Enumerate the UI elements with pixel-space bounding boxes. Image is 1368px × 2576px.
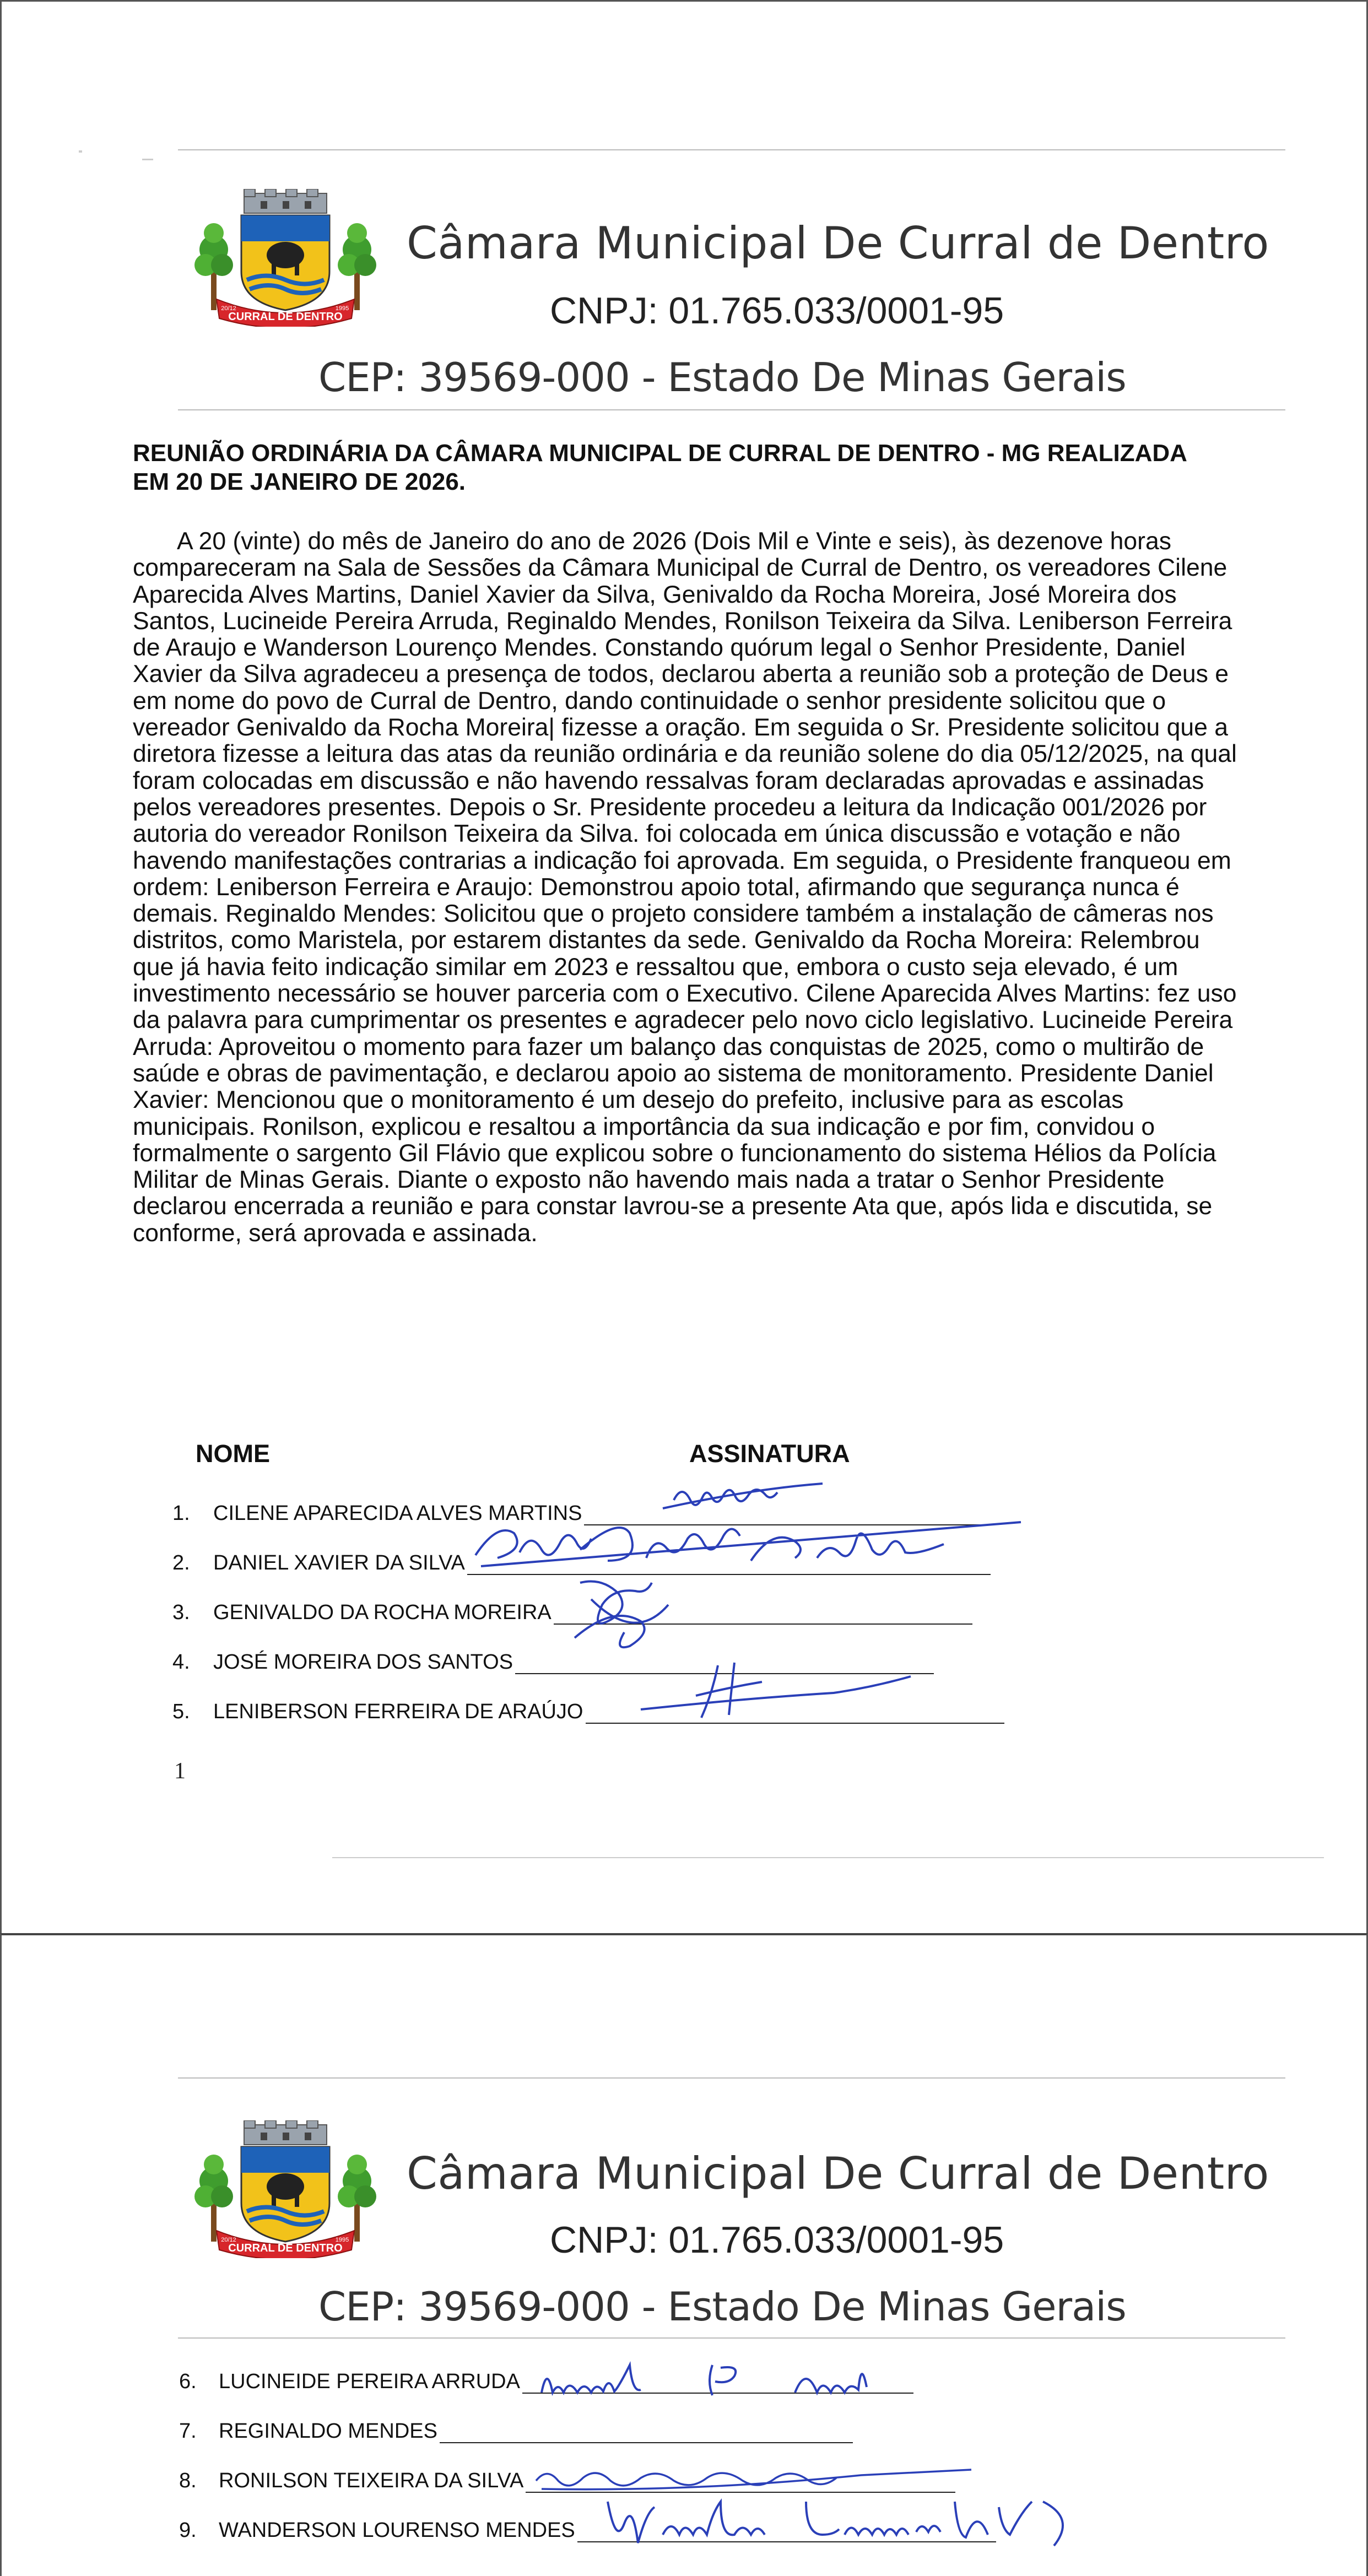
scan-speck (79, 150, 82, 153)
signature-row: 4. JOSÉ MOREIRA DOS SANTOS (172, 1641, 934, 1674)
member-name: GENIVALDO DA ROCHA MOREIRA (213, 1601, 551, 1624)
signature-row: 8. RONILSON TEIXEIRA DA SILVA (179, 2460, 955, 2493)
document-body: A 20 (vinte) do mês de Janeiro do ano de 2026 (Dois Mil e Vinte e seis), às dezenove horas compareceram na Sala de Sessões da Câmara Municipal de Curral de Dentro, os vereadores Cilene Aparecida Alves Martins, Daniel Xavier da Silva, Genivaldo da Rocha Moreira, José Moreira dos Santos, Lucineide Pereira Arruda, Reginaldo Mendes, Ronilson Teixeira da Silva. Leniberson Ferreira de Araujo e Wanderson Lourenço Mendes. Constando quórum legal o Senhor Presidente, Daniel Xavier da Silva agradeceu a presença de todos, declarou aberta a reunião sob a proteção de Deus e em nome do povo de Curral de Dentro, dando continuidade o senhor presidente solicitou que o vereador Genivaldo da Rocha Moreira| fizesse a oração. Em seguida o Sr. Presidente solicitou que a diretora fizesse a leitura das atas da reunião ordinária e da reunião solene do dia 05/12/2025, na qual foram colocadas em discussão e não havendo ressalvas foram declaradas aprovadas e assinadas pelos vereadores presentes. Depois o Sr. Presidente procedeu a leitura da Indicação 001/2026 por autoria do vereador Ronilson Teixeira da Silva. foi colocada em única discussão e votação e não havendo manifestações contrarias a indicação foi aprovada. Em seguida, o Presidente franqueou em ordem: Leniberson Ferreira e Araujo: Demonstrou apoio total, afirmando que segurança nunca é demais. Reginaldo Mendes: Solicitou que o projeto considere também a instalação de câmeras nos distritos, como Maristela, por estarem distantes da sede. Genivaldo da Rocha Moreira: Relembrou que já havia feito indicação similar em 2023 e ressaltou que, embora o custo seja elevado, é um investimento necessário se houver parceria com o Executivo. Cilene Aparecida Alves Martins: fez uso da palavra para cumprimentar os presentes e agradecer pelo novo ciclo legislativo. Lucineide Pereira Arruda: Aproveitou o momento para fazer um balanço das conquistas de 2025, como o multirão de saúde e obras de pavimentação, e declarou apoio ao sistema de monitoramento. Presidente Daniel Xavier: Mencionou que o monitoramento é um desejo do prefeito, inclusive para as escolas municipais. Ronilson, explicou e resaltou a importância da sua indicação e por fim, convidou o formalmente o sargento Gil Flávio que explicou sobre o funcionamento do sistema Hélios da Polícia Militar de Minas Gerais. Diante o exposto não havendo mais nada a tratar o Senhor Presidente declarou encerrada a reunião e para constar lavrou-se a presente Ata que, após lida e discutida, se conforme, será aprovada e assinada. (133, 528, 1237, 1247)
member-name: CILENE APARECIDA ALVES MARTINS (213, 1502, 582, 1525)
header-cep: CEP: 39569-000 - Estado De Minas Gerais (318, 354, 1126, 401)
svg-text:CURRAL DE DENTRO: CURRAL DE DENTRO (228, 311, 343, 323)
member-name: RONILSON TEIXEIRA DA SILVA (219, 2469, 524, 2492)
signature-row: 3. GENIVALDO DA ROCHA MOREIRA (172, 1592, 972, 1625)
column-header-signature: ASSINATURA (689, 1439, 850, 1468)
signature-leniberson (635, 1654, 922, 1726)
svg-text:1995: 1995 (335, 2237, 349, 2243)
signature-wanderson (602, 2491, 1120, 2557)
header-top-rule (178, 149, 1285, 150)
crown-icon (244, 2120, 327, 2145)
signature-daniel (464, 1511, 1032, 1572)
signature-line (440, 2421, 853, 2443)
svg-text:20/12: 20/12 (221, 2237, 236, 2243)
column-header-name: NOME (196, 1439, 270, 1468)
signature-row: 5. LENIBERSON FERREIRA DE ARAÚJO (172, 1691, 1004, 1724)
header-cnpj: CNPJ: 01.765.033/0001-95 (550, 290, 1004, 332)
member-name: JOSÉ MOREIRA DOS SANTOS (213, 1650, 513, 1674)
header-cnpj: CNPJ: 01.765.033/0001-95 (550, 2219, 1004, 2261)
signature-row: 7. REGINALDO MENDES (179, 2410, 853, 2443)
signature-row: 6. LUCINEIDE PEREIRA ARRUDA (179, 2361, 913, 2394)
tree-left-icon (194, 223, 233, 310)
scan-speck (142, 159, 153, 160)
tree-left-icon (194, 2155, 233, 2242)
signature-genivaldo (558, 1572, 701, 1654)
document-title: REUNIÃO ORDINÁRIA DA CÂMARA MUNICIPAL DE CURRAL DE DENTRO - MG REALIZADA EM 20 DE JANEIRO DE 2026. (133, 440, 1187, 495)
member-name: LENIBERSON FERREIRA DE ARAÚJO (213, 1700, 583, 1723)
document-page-2 (0, 1933, 1368, 2576)
header-cep: CEP: 39569-000 - Estado De Minas Gerais (318, 2283, 1126, 2330)
member-name: DANIEL XAVIER DA SILVA (213, 1551, 465, 1574)
header-bottom-rule (178, 2337, 1285, 2339)
header-bottom-rule (178, 409, 1285, 410)
tree-right-icon (335, 223, 376, 312)
municipal-coat-of-arms-logo (194, 189, 376, 327)
member-name: WANDERSON LOURENSO MENDES (219, 2519, 575, 2542)
header-title: Câmara Municipal De Curral de Dentro (407, 218, 1269, 269)
signature-row: 1. CILENE APARECIDA ALVES MARTINS (172, 1492, 987, 1525)
signature-lucineide (531, 2354, 927, 2404)
municipal-coat-of-arms-logo (194, 2120, 376, 2258)
page-number: 1 (174, 1758, 186, 1784)
svg-text:1995: 1995 (335, 305, 349, 312)
svg-text:CURRAL DE DENTRO: CURRAL DE DENTRO (228, 2242, 343, 2254)
crown-icon (244, 189, 327, 213)
signature-row: 2. DANIEL XAVIER DA SILVA (172, 1542, 991, 1575)
header-title: Câmara Municipal De Curral de Dentro (407, 2148, 1269, 2199)
member-name: REGINALDO MENDES (219, 2420, 437, 2443)
footer-rule (332, 1857, 1324, 1858)
signature-row: 9. WANDERSON LOURENSO MENDES (179, 2509, 996, 2542)
svg-text:20/12: 20/12 (221, 305, 236, 312)
header-top-rule (178, 2077, 1285, 2079)
tree-right-icon (335, 2155, 376, 2243)
member-name: LUCINEIDE PEREIRA ARRUDA (219, 2370, 520, 2393)
